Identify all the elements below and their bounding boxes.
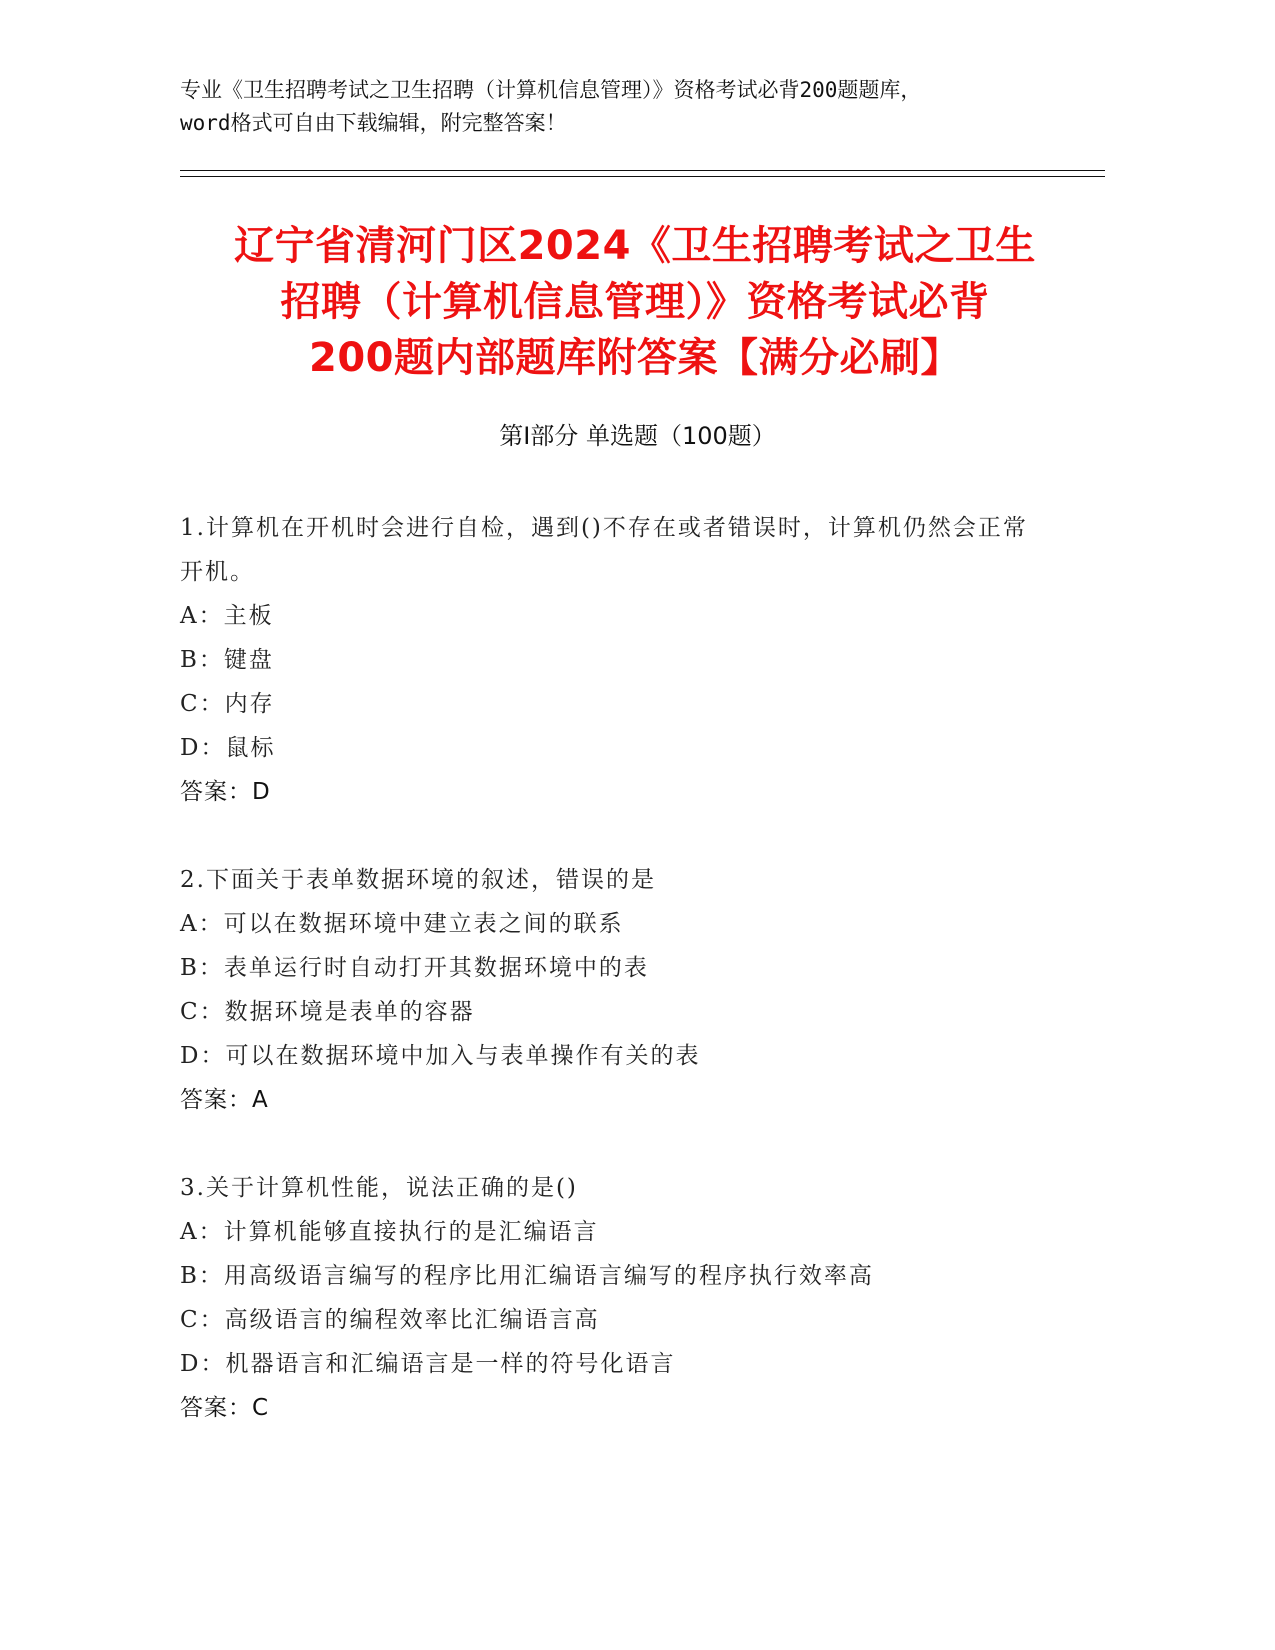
section-heading: 第Ⅰ部分 单选题（100题） xyxy=(499,422,776,450)
question-3 xyxy=(180,1166,1040,1430)
question-stem: 2.下面关于表单数据环境的叙述，错误的是 xyxy=(180,867,656,893)
document-title xyxy=(140,218,1130,386)
option-a: A：主板 xyxy=(180,603,274,629)
option-b: B：表单运行时自动打开其数据环境中的表 xyxy=(180,955,649,981)
answer-line: 答案：D xyxy=(180,779,271,805)
header-note xyxy=(180,74,1080,140)
title-line-2: 招聘（计算机信息管理）》资格考试必背 xyxy=(280,279,990,325)
option-c: C：高级语言的编程效率比汇编语言高 xyxy=(180,1307,600,1333)
header-note-line-1: 专业《卫生招聘考试之卫生招聘（计算机信息管理）》资格考试必背200题题库， xyxy=(180,78,922,102)
question-2 xyxy=(180,858,1040,1122)
option-d: D：机器语言和汇编语言是一样的符号化语言 xyxy=(180,1351,676,1377)
title-line-1: 辽宁省清河门区2024《卫生招聘考试之卫生 xyxy=(234,223,1036,269)
title-line-3: 200题内部题库附答案【满分必刷】 xyxy=(309,335,961,381)
option-b: B：键盘 xyxy=(180,647,274,673)
answer-line: 答案：A xyxy=(180,1087,269,1113)
answer-line: 答案：C xyxy=(180,1395,270,1421)
option-d: D：鼠标 xyxy=(180,735,276,761)
option-c: C：内存 xyxy=(180,691,275,717)
option-c: C：数据环境是表单的容器 xyxy=(180,999,475,1025)
option-b: B：用高级语言编写的程序比用汇编语言编写的程序执行效率高 xyxy=(180,1263,874,1289)
header-rule-bottom xyxy=(180,176,1105,177)
question-stem: 1.计算机在开机时会进行自检，遇到()不存在或者错误时，计算机仍然会正常开机。 xyxy=(180,515,1028,585)
question-stem: 3.关于计算机性能，说法正确的是() xyxy=(180,1175,578,1201)
option-a: A：计算机能够直接执行的是汇编语言 xyxy=(180,1219,599,1245)
option-a: A：可以在数据环境中建立表之间的联系 xyxy=(180,911,624,937)
question-1 xyxy=(180,506,1040,814)
header-rule-top xyxy=(180,170,1105,171)
question-list xyxy=(180,506,1040,1474)
option-d: D：可以在数据环境中加入与表单操作有关的表 xyxy=(180,1043,701,1069)
header-note-line-2: word格式可自由下载编辑，附完整答案！ xyxy=(180,111,567,135)
